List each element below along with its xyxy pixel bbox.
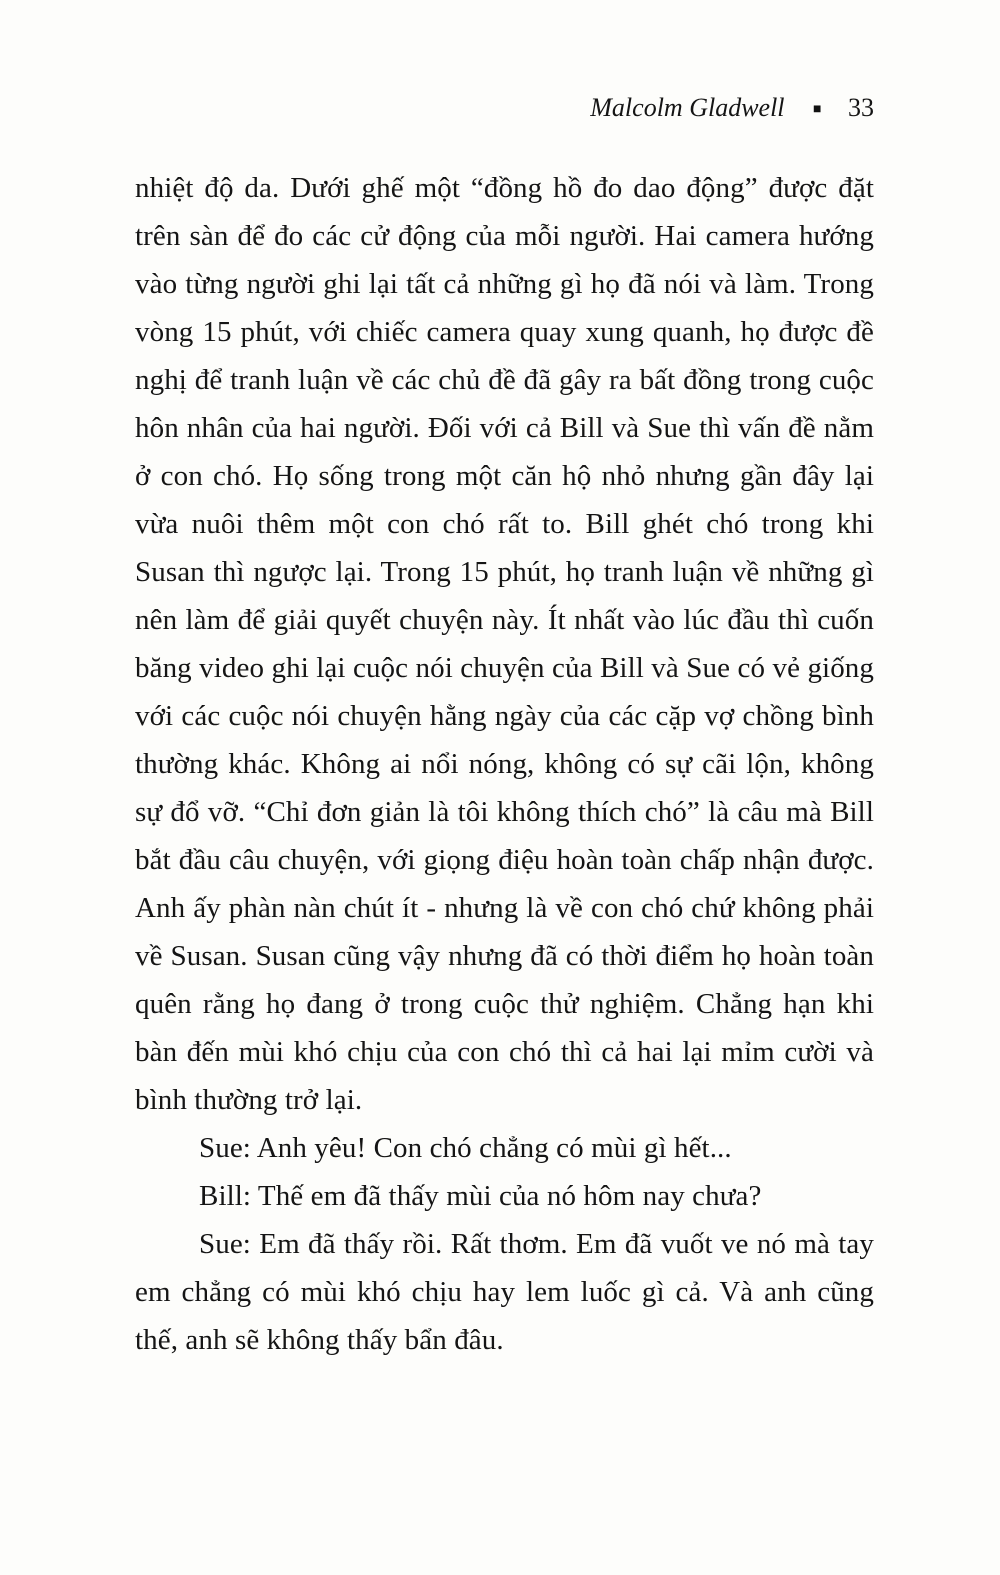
paragraph-main: nhiệt độ da. Dưới ghế một “đồng hồ đo dao động” được đặt trên sàn để đo các cử động của mỗi người. Hai camera hướng vào từng người ghi lại tất cả những gì họ đã nói và làm. Trong vòng 15 phút, với chiếc camera quay xung quanh, họ được đề nghị để tranh luận về các chủ đề đã gây ra bất đồng trong cuộc hôn nhân của hai người. Đối với cả Bill và Sue thì vấn đề nằm ở con chó. Họ sống trong một căn hộ nhỏ nhưng gần đây lại vừa nuôi thêm một con chó rất to. Bill ghét chó trong khi Susan thì ngược lại. Trong 15 phút, họ tranh luận về những gì nên làm để giải quyết chuyện này. Ít nhất vào lúc đầu thì cuốn băng video ghi lại cuộc nói chuyện của Bill và Sue có vẻ giống với các cuộc nói chuyện hằng ngày của các cặp vợ chồng bình thường khác. Không ai nổi nóng, không có sự cãi lộn, không sự đổ vỡ. “Chỉ đơn giản là tôi không thích chó” là câu mà Bill bắt đầu câu chuyện, với giọng điệu hoàn toàn chấp nhận được. Anh ấy phàn nàn chút ít - nhưng là về con chó chứ không phải về Susan. Susan cũng vậy nhưng đã có thời điểm họ hoàn toàn quên rằng họ đang ở trong cuộc thử nghiệm. Chẳng hạn khi bàn đến mùi khó chịu của con chó thì cả hai lại mỉm cười và bình thường trở lại. — [135, 172, 874, 1116]
running-head-author: Malcolm Gladwell — [590, 93, 785, 122]
running-head — [135, 92, 874, 126]
page-number: 33 — [848, 93, 874, 122]
dialogue-line-bill: Bill: Thế em đã thấy mùi của nó hôm nay chưa? — [199, 1180, 762, 1212]
page-body — [135, 164, 874, 1364]
square-bullet-icon: ■ — [813, 102, 822, 117]
dialogue-line-sue-1: Sue: Anh yêu! Con chó chẳng có mùi gì hết... — [199, 1132, 732, 1164]
dialogue-line-sue-2: Sue: Em đã thấy rồi. Rất thơm. Em đã vuốt ve nó mà tay em chẳng có mùi khó chịu hay lem luốc gì cả. Và anh cũng thế, anh sẽ không thấy bẩn đâu. — [135, 1228, 874, 1356]
